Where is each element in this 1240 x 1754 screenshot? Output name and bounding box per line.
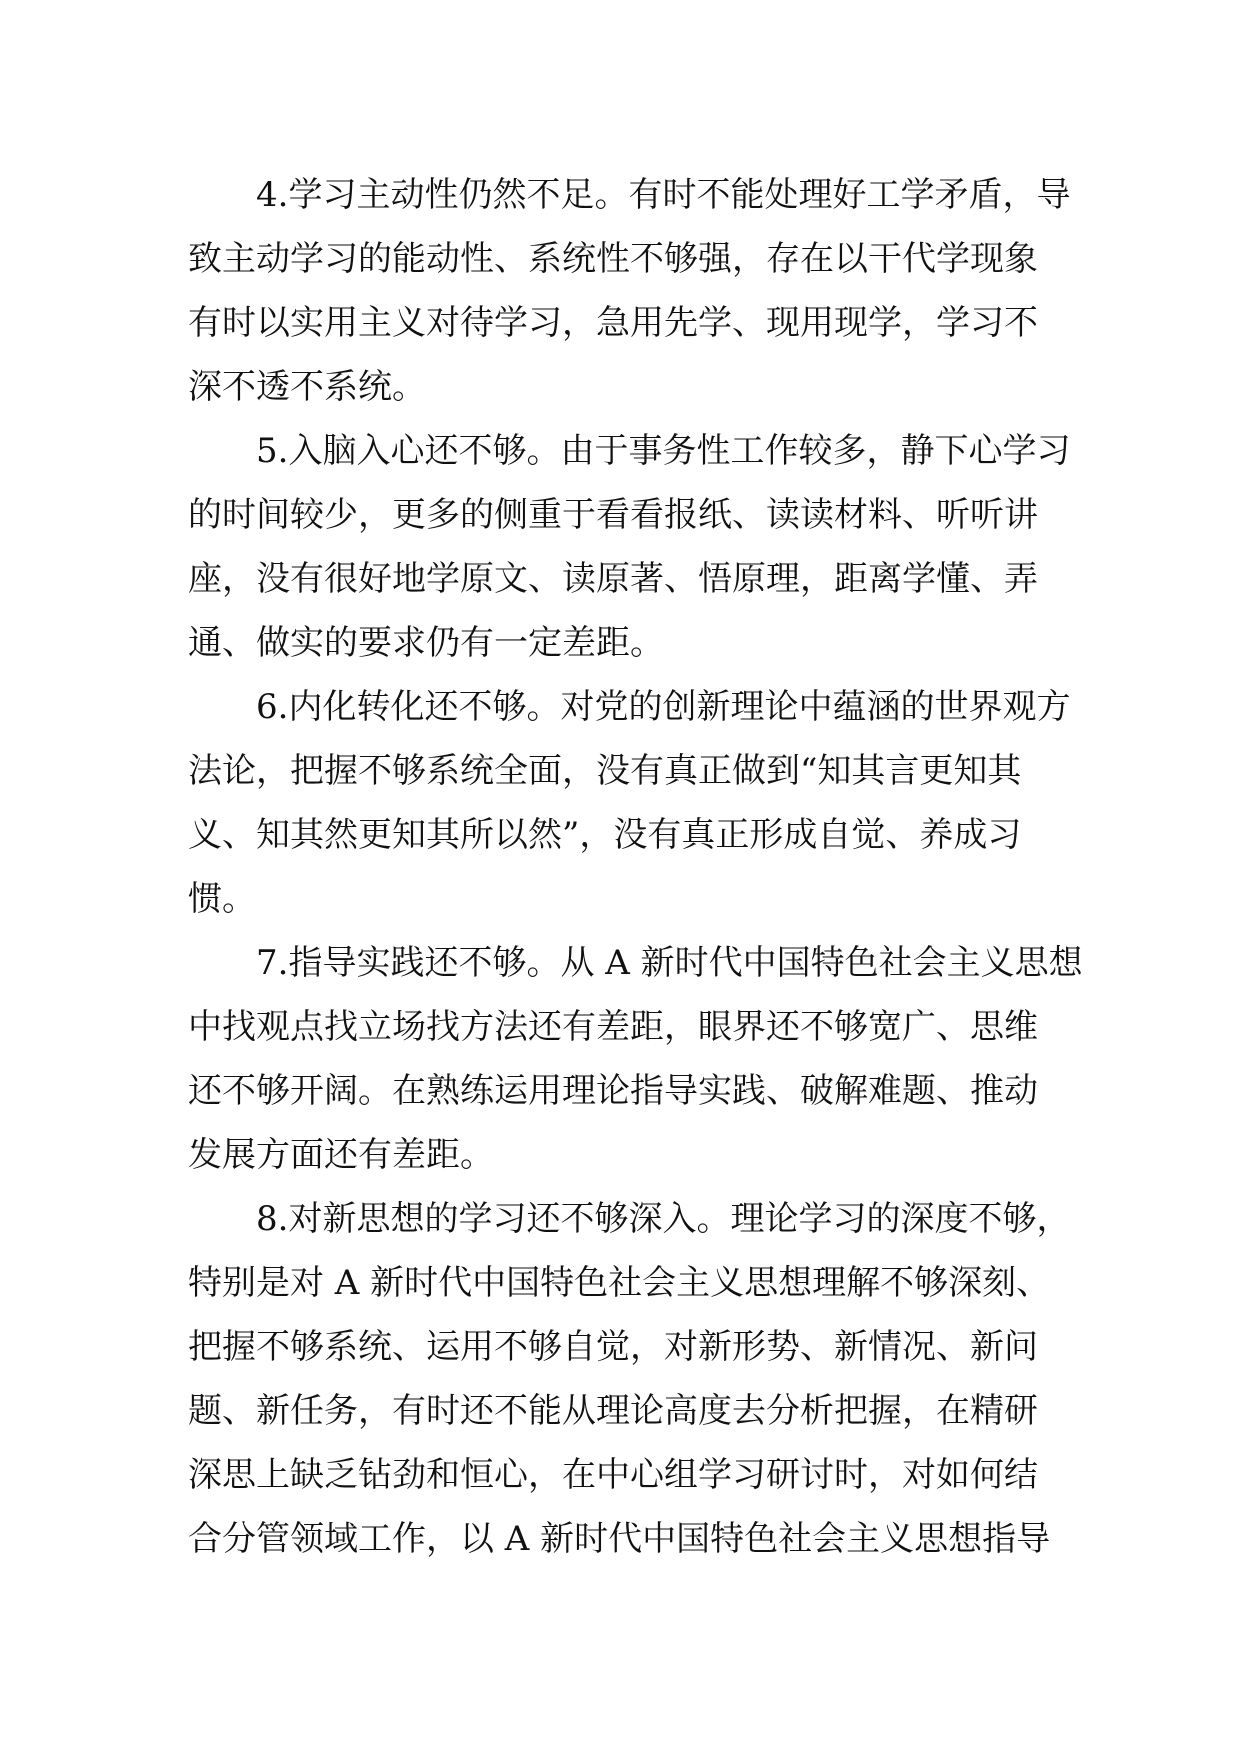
paragraph-5-line-2: 的时间较少，更多的侧重于看看报纸、读读材料、听听讲 — [188, 495, 1038, 535]
paragraph-6-line-1: 6.内化转化还不够。对党的创新理论中蕴涵的世界观方 — [256, 687, 1071, 727]
paragraph-4-line-1: 4.学习主动性仍然不足。有时不能处理好工学矛盾，导 — [256, 175, 1071, 215]
paragraph-5-line-1: 5.入脑入心还不够。由于事务性工作较多，静下心学习 — [256, 431, 1071, 471]
paragraph-6-line-3: 义、知其然更知其所以然”，没有真正形成自觉、养成习 — [188, 815, 1022, 855]
paragraph-8-line-5: 深思上缺乏钻劲和恒心，在中心组学习研讨时，对如何结 — [188, 1455, 1038, 1495]
paragraph-6-line-2: 法论，把握不够系统全面，没有真正做到“知其言更知其 — [188, 751, 1022, 791]
paragraph-7-line-4: 发展方面还有差距。 — [188, 1135, 494, 1175]
paragraph-5-line-3: 座，没有很好地学原文、读原著、悟原理，距离学懂、弄 — [188, 559, 1038, 599]
paragraph-4-line-4: 深不透不系统。 — [188, 367, 426, 407]
paragraph-8-line-3: 把握不够系统、运用不够自觉，对新形势、新情况、新问 — [188, 1327, 1038, 1367]
paragraph-5-line-4: 通、做实的要求仍有一定差距。 — [188, 623, 664, 663]
paragraph-8-line-2: 特别是对 A 新时代中国特色社会主义思想理解不够深刻、 — [188, 1263, 1051, 1303]
paragraph-7-line-3: 还不够开阔。在熟练运用理论指导实践、破解难题、推动 — [188, 1071, 1038, 1111]
paragraph-8-line-1: 8.对新思想的学习还不够深入。理论学习的深度不够， — [256, 1199, 1071, 1239]
paragraph-4-line-3: 有时以实用主义对待学习，急用先学、现用现学，学习不 — [188, 303, 1038, 343]
paragraph-4-line-2: 致主动学习的能动性、系统性不够强，存在以干代学现象 — [188, 239, 1038, 279]
paragraph-6-line-4: 惯。 — [188, 879, 256, 919]
paragraph-8-line-4: 题、新任务，有时还不能从理论高度去分析把握，在精研 — [188, 1391, 1038, 1431]
paragraph-7-line-1: 7.指导实践还不够。从 A 新时代中国特色社会主义思想 — [256, 943, 1083, 983]
paragraph-8-line-6: 合分管领域工作，以 A 新时代中国特色社会主义思想指导 — [188, 1519, 1051, 1559]
paragraph-7-line-2: 中找观点找立场找方法还有差距，眼界还不够宽广、思维 — [188, 1007, 1038, 1047]
